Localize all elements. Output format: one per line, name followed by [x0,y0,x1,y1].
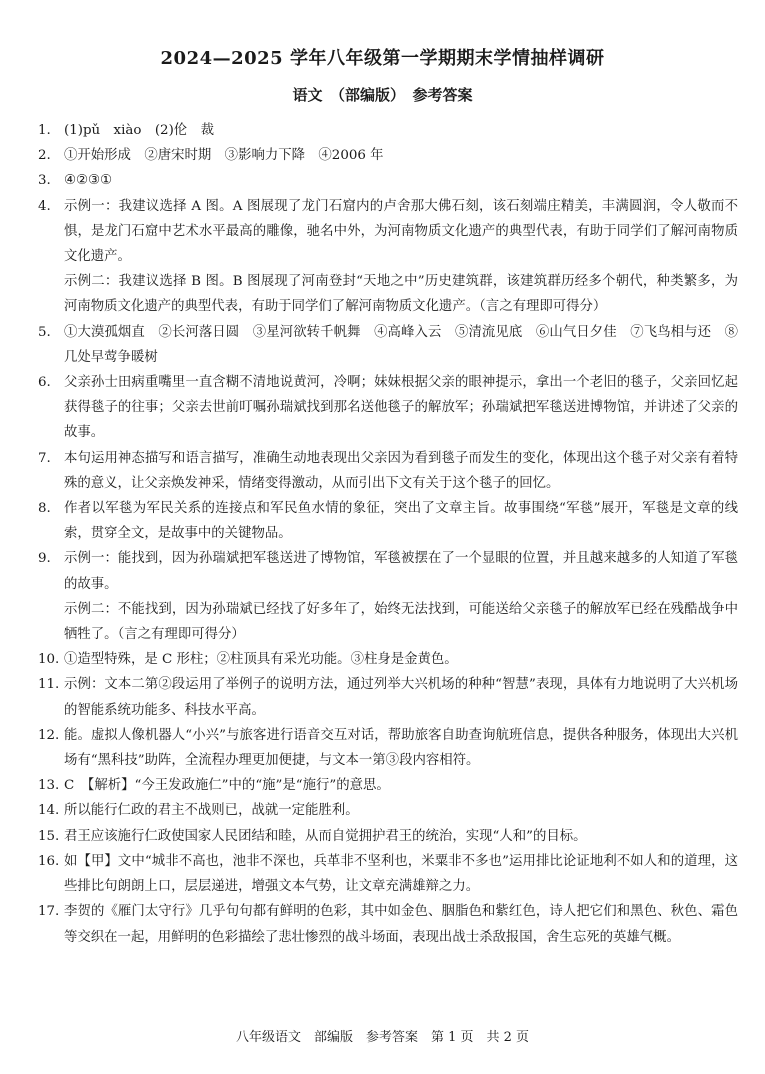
answer-text [64,647,738,672]
answer-number: 3. [38,173,51,189]
answer-text [64,723,738,773]
answer-number: 11. [38,677,60,693]
page-subtitle: 语文 （部编版） 参考答案 [292,86,473,104]
answer-number: 14. [38,803,60,819]
answer-paragraph: 能。虚拟人像机器人“小兴”与旅客进行语音交互对话，帮助旅客自助查询航班信息，提供各种服务，体现出大兴机场有“黑科技”助阵，全流程办理更加便捷，与文本一第③段内容相符。 [64,727,738,769]
answer-paragraph: 所以能行仁政的君主不战则已，战就一定能胜利。 [64,803,359,819]
answer-text [64,194,738,320]
answer-item [38,546,738,647]
answer-item [38,647,738,672]
answer-item [38,118,738,143]
answer-text [64,546,738,647]
answer-text [64,849,738,899]
answer-item [38,798,738,823]
answer-item [38,723,738,773]
answer-text [64,320,738,370]
answer-paragraph: 如【甲】文中“城非不高也，池非不深也，兵革非不坚利也，米粟非不多也”运用排比论证地利不如人和的道理，这些排比句朗朗上口，层层递进，增强文本气势，让文章充满雄辩之力。 [64,853,738,895]
answer-paragraph: 李贺的《雁门太守行》几乎句句都有鲜明的色彩，其中如金色、胭脂色和紫红色，诗人把它们和黑色、秋色、霜色等交织在一起，用鲜明的色彩描绘了悲壮惨烈的战斗场面，表现出战士杀敌报国，舍生忘死的英雄气概。 [64,904,738,945]
answer-number: 16. [38,853,60,869]
answer-item [38,168,738,193]
answer-text [64,496,738,546]
answer-item [38,849,738,899]
answer-number: 5. [38,324,51,340]
answer-paragraph: 父亲孙士田病重嘴里一直含糊不清地说黄河，冷啊；妹妹根据父亲的眼神提示，拿出一个老旧的毯子，父亲回忆起获得毯子的往事；父亲去世前叮嘱孙瑞斌找到那名送他毯子的解放军；孙瑞斌把军毯送进博物馆，并讲述了父亲的故事。 [64,375,738,441]
page-title: 2024—2025 学年八年级第一学期期末学情抽样调研 [160,48,605,69]
answer-paragraph: C 【解析】“今王发政施仁”中的“施”是“施行”的意思。 [64,778,390,794]
answer-text [64,118,738,143]
answer-text [64,899,738,949]
answer-number: 2. [38,148,51,164]
answer-paragraph: 示例：文本二第②段运用了举例子的说明方法，通过列举大兴机场的种种“智慧”表现，具体有力地说明了大兴机场的智能系统功能多、科技水平高。 [64,677,738,718]
answer-text [64,672,738,722]
answer-text [64,773,738,798]
page-footer: 八年级语文 部编版 参考答案 第 1 页 共 2 页 [235,1030,530,1045]
answer-item [38,194,738,320]
answer-item [38,496,738,546]
answer-paragraph: 示例一：能找到，因为孙瑞斌把军毯送进了博物馆，军毯被摆在了一个显眼的位置，并且越来越多的人知道了军毯的故事。 [64,551,738,592]
answer-number: 7. [38,450,51,466]
answer-paragraph: (1)pǔ xiào (2)伦 裁 [64,123,214,138]
answer-paragraph: 作者以军毯为军民关系的连接点和军民鱼水情的象征，突出了文章主旨。故事围绕“军毯”展开，军毯是文章的线索，贯穿全文，是故事中的关键物品。 [64,501,738,542]
answer-paragraph: ①大漠孤烟直 ②长河落日圆 ③星河欲转千帆舞 ④高峰入云 ⑤清流见底 ⑥山气日夕佳 ⑦飞鸟相与还 ⑧几处早莺争暖树 [64,324,738,365]
answer-item [38,143,738,168]
answer-text [64,798,738,823]
answer-paragraph: ①开始形成 ②唐宋时期 ③影响力下降 ④2006 年 [64,148,384,164]
answer-item [38,370,738,446]
answer-item [38,899,738,949]
answer-number: 4. [38,198,51,214]
answer-paragraph: ①造型特殊，是 C 形柱；②柱顶具有采光功能。③柱身是金黄色。 [64,652,458,668]
answer-text [64,824,738,849]
answer-number: 12. [38,727,60,743]
answer-text [64,446,738,496]
answer-item [38,672,738,722]
answer-list [38,118,738,950]
answer-number: 15. [38,828,60,844]
answer-item [38,824,738,849]
answer-number: 9. [38,551,51,567]
answer-number: 8. [38,501,51,517]
answer-text [64,370,738,446]
answer-number: 6. [38,375,51,391]
answer-number: 13. [38,778,60,794]
answer-paragraph: 本句运用神态描写和语言描写，准确生动地表现出父亲因为看到毯子而发生的变化，体现出这个毯子对父亲有着特殊的意义，让父亲焕发神采，情绪变得激动，从而引出下文有关于这个毯子的回忆。 [64,450,738,491]
answer-text [64,143,738,168]
answer-paragraph: ④②③① [64,173,113,189]
answer-paragraph: 君王应该施行仁政使国家人民团结和睦，从而自觉拥护君王的统治，实现“人和”的目标。 [64,828,587,844]
answer-item [38,446,738,496]
answer-number: 17. [38,904,60,920]
answer-paragraph: 示例一：我建议选择 A 图。A 图展现了龙门石窟内的卢舍那大佛石刻，该石刻端庄精美，丰满圆润，令人敬而不惧，是龙门石窟中艺术水平最高的雕像，驰名中外，为河南物质文化遗产的典型代表，有助于同学们了解河南物质文化遗产。 [64,198,738,265]
answer-number: 10. [38,652,60,668]
answer-paragraph: 示例二：我建议选择 B 图。B 图展现了河南登封“天地之中”历史建筑群，该建筑群历经多个朝代，种类繁多，为河南物质文化遗产的典型代表，有助于同学们了解河南物质文化遗产。（言之有理即可得分） [64,274,738,315]
answer-item [38,320,738,370]
answer-item [38,773,738,798]
answer-number: 1. [38,123,51,138]
answer-text [64,168,738,193]
answer-paragraph: 示例二：不能找到，因为孙瑞斌已经找了好多年了，始终无法找到，可能送给父亲毯子的解放军已经在残酷战争中牺牲了。（言之有理即可得分） [64,601,738,643]
